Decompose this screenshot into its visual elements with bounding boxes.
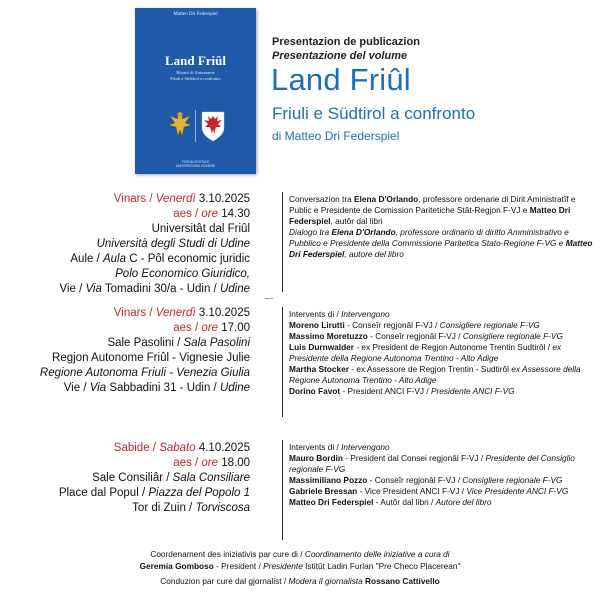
book-subtitle: Friuli e Südtirol a confronto bbox=[272, 104, 476, 123]
event-2-speakers bbox=[289, 309, 594, 397]
divider-event-3 bbox=[282, 440, 283, 540]
speaker-row: Martha Stocker - ex Assessore de Regjon Trentin - Sudtirôl ex Assessore della Regione Autonoma Trentino - Alto Adige bbox=[289, 364, 581, 385]
footer-coordination: Coordenament des iniziativis par cure di / Coordinamento delle iniziative a cura di bbox=[150, 549, 450, 559]
speaker-row: Mauro Bordin - President dal Consei regjonâl F-VJ / Presidente del Consiglio regionale F-VG bbox=[289, 453, 575, 474]
event-1-info bbox=[59, 192, 250, 297]
event-3-venue: Sale Consiliâr / Sala Consiliare bbox=[92, 472, 250, 484]
divider-event-1 bbox=[282, 192, 283, 292]
event-1-time: aes / ore 14.30 bbox=[173, 208, 250, 220]
cover-subtitle-line2: Friuli e Südtirol a confronto bbox=[170, 76, 221, 81]
event-3-date: Sabide / Sabato 4.10.2025 bbox=[113, 442, 250, 454]
event-2-date: Vinars / Venerdì 3.10.2025 bbox=[113, 307, 250, 319]
cover-subtitle-line1: Ritratti di Autonomie bbox=[176, 70, 215, 75]
speaker-row: Dorino Favot - President ANCI F-VJ / Presidente ANCI F-VG bbox=[289, 386, 515, 396]
event-1-room-it: Polo Economico Giuridico, bbox=[115, 268, 250, 280]
event-1-desc-it: Dialogo tra Elena D'Orlando, professore ordinario di diritto Amministrativo e Pubblico e Presidente della Commissione Paritetica Stato-Regione F-VG e Matteo Dri Federspiel, autore del libro bbox=[289, 227, 593, 259]
event-1-venue: Universitât dal Friûl bbox=[151, 223, 250, 235]
cover-title: Land Friûl bbox=[164, 53, 227, 68]
book-title: Land Friûl bbox=[271, 62, 411, 97]
cover-subtitle bbox=[135, 70, 256, 82]
book-cover bbox=[135, 8, 256, 174]
speaker-row: Massimiliano Pozzo - Conseîr regjonâl F-VJ / Consigliere regionale F-VG bbox=[289, 475, 563, 485]
presentation-label-it: Presentazione del volume bbox=[272, 50, 408, 62]
cover-publisher-line1: FORUM EDITRICE bbox=[181, 160, 210, 164]
event-2-intro: Intervents di / Intervengono bbox=[289, 309, 390, 319]
cover-publisher bbox=[135, 160, 256, 168]
event-2-org: Regjon Autonome Friûl - Vignesie Julie bbox=[52, 352, 250, 364]
speaker-row: Matteo Dri Federspiel - Autôr dal libri / Autore del libro bbox=[289, 497, 492, 507]
event-1-date: Vinars / Venerdì 3.10.2025 bbox=[113, 193, 250, 205]
cover-author: Matteo Dri Federspiel bbox=[173, 12, 218, 17]
cover-publisher-line2: UNIVERSITARIA UDINESE bbox=[175, 164, 216, 168]
event-2-address: Vie / Via Sabbadini 31 - Udin / Udine bbox=[63, 382, 250, 394]
event-3-intro: Intervents di / Intervengono bbox=[289, 442, 390, 452]
event-1-venue-it: Università degli Studi di Udine bbox=[96, 238, 250, 250]
event-2-venue: Sale Pasolini / Sala Pasolini bbox=[107, 337, 250, 349]
event-3-time: aes / ore 18.00 bbox=[173, 457, 250, 469]
event-1-room: Aule / Aula C - Pôl economic juridic bbox=[70, 253, 250, 265]
event-2-time: aes / ore 17.00 bbox=[173, 322, 250, 334]
speaker-row: Luis Durnwalder - ex President de Regjon Autonome Trentin Sudtirôl / ex Presidente della Regione Autonoma Trentino - Alto Adige bbox=[289, 342, 562, 363]
presentation-label: Presentazion de publicazion bbox=[272, 36, 420, 48]
event-1-description bbox=[289, 194, 594, 260]
event-2-org-it: Regione Autonoma Friuli - Venezia Giulia bbox=[39, 367, 250, 379]
footer-organizer: Geremia Gomboso - President / Presidente Istitût Ladin Furlan "Pre Checo Placerean" bbox=[139, 561, 461, 571]
event-2-info bbox=[40, 306, 250, 396]
footer-moderator: Conduzion par cure dal gjornalist / Modera il giornalista Rossano Cattivello bbox=[160, 576, 440, 586]
speaker-row: Massimo Moretuzzo - Conseîr regjonâl F-VJ / Consigliere regionale F-VG bbox=[289, 331, 563, 341]
book-author: di Matteo Dri Federspiel bbox=[272, 129, 400, 143]
speaker-row: Gabriele Bressan - Vice President ANCI F-VJ / Vice Presidente ANCI F-VG bbox=[289, 486, 569, 496]
coat-of-arms-icon bbox=[157, 106, 234, 146]
event-3-square: Place dal Popul / Piazza del Popolo 1 bbox=[58, 487, 250, 499]
event-1-desc-fur: Conversazion tra Elena D'Orlando, professore ordenarie di Dirit Aministratîf e Public e Presidente de Comission Paritetiche Stât-Regjon F-VJ e Matteo Dri Federspiel, autôr dal libri bbox=[289, 194, 576, 226]
divider-event-2 bbox=[282, 307, 283, 417]
event-3-town: Tor di Zuin / Torviscosa bbox=[132, 502, 250, 514]
event-3-speakers bbox=[289, 442, 594, 508]
event-1-address: Vie / Via Tomadini 30/a - Udin / Udine bbox=[59, 283, 250, 295]
event-3-info bbox=[59, 441, 250, 516]
separator-1 bbox=[265, 298, 273, 299]
speaker-row: Moreno Lirutti - Conseîr regjonâl F-VJ / Consigliere regionale F-VG bbox=[289, 320, 540, 330]
